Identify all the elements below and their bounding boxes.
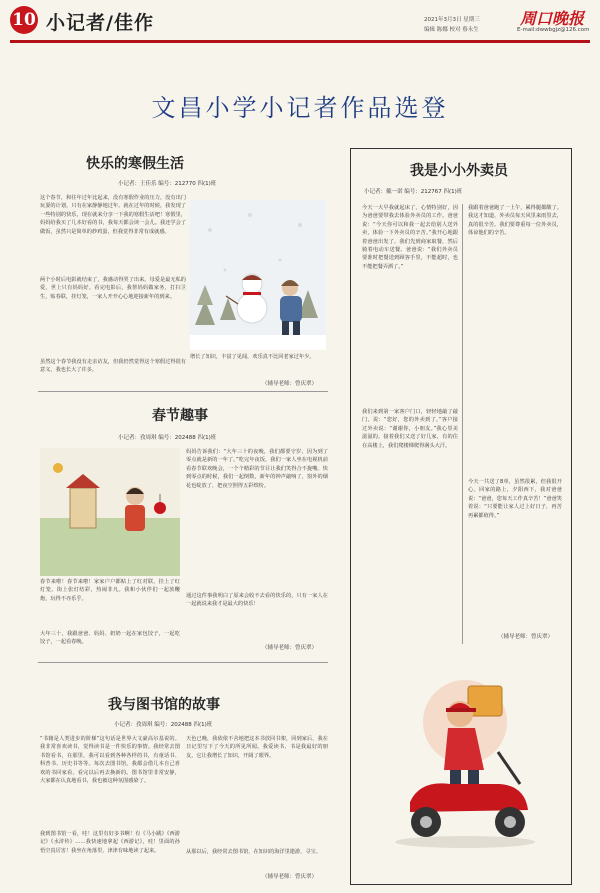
divider-2 — [38, 662, 328, 663]
article-title-4: 我是小小外卖员 — [410, 163, 508, 179]
column-divider — [462, 204, 463, 644]
editor-credits: 编辑 陈娜 校对 蔡永生 — [424, 27, 479, 33]
article-body-4c: 我跟着爸爸跑了一上午，累得腿都酸了。我这才知道，外卖员每天风里来雨里去，真的很辛苦。我们要尊重每一位外卖员，体谅他们的辛苦。 — [468, 205, 562, 237]
article-body-2a: 妈妈告诉我们：“大年三十的夜晚，我们都要守岁，因为到了零点就是新的一年了。”吃完年夜饭，我们一家人坐在电视机前看春节联欢晚会，一个个精彩的节目让我们笑得合不拢嘴。快到零点的时候，我们一起倒数，新年的钟声敲响了，窗外的烟花也绽放了，把夜空照得五彩缤纷。 — [186, 449, 328, 489]
page-number: 10 — [10, 6, 38, 34]
article-title-3: 我与图书馆的故事 — [108, 697, 220, 713]
article-byline-4: 小记者：戴一诺 编号：212767 四(1)班 — [364, 189, 463, 195]
festival-illustration — [40, 448, 180, 576]
article-byline-3: 小记者：孜周琪 编号：202488 四(1)班 — [114, 722, 213, 728]
article-body-1c: 虽然这个春节我没有走亲访友，但我仍然觉得这个寒假过得很有意义，我也长大了许多。 — [40, 359, 186, 374]
article-body-2c: 大年三十，我跟爸爸、妈妈、奶奶一起在家包饺子，一起吃饺子，一起看春晚。 — [40, 631, 180, 646]
article-title-2: 春节趣事 — [152, 408, 208, 424]
article-teacher-1: （辅导老师：曾庆翠） — [262, 381, 318, 387]
article-byline-1: 小记者：王佳乐 编号：212770 四(1)班 — [118, 181, 217, 187]
article-body-4d: 今天一共送了8单，虽然很累，但我很开心。回家的路上，夕阳西下，我对爸爸说：“爸爸，您每天工作真辛苦！”爸爸笑着说：“只要能让家人过上好日子，再苦再累都值得。” — [468, 479, 562, 519]
article-body-3a: “书籍是人类进步的阶梯”这句话是世界大文豪高尔基说的。我非常喜欢读书，觉得读书是一件快乐的事情。我经常去图书馆看书，在那里，我可以看到各种各样的书，有童话书、科普书、历史书等等。每次去图书馆，我都会借几本自己喜欢的书回家看，看完以后再去换新的。图书馆里非常安静，大家都在认真地看书，我也被这种氛围感染了。 — [40, 736, 180, 785]
article-body-4b: 我们来到第一家客户门口，轻轻地敲了敲门，说：“您好，您的外卖到了。”客户接过外卖说：“谢谢你，小朋友。”我心里美滋滋的。接着我们又送了好几家，有的住在高楼上，我们爬楼梯爬得满头大汗。 — [362, 409, 458, 449]
article-body-4a: 今天一大早我就起床了，心情特别好，因为爸爸要带我去体验外卖员的工作。爸爸说：“今天你可以和我一起去给别人送外卖，体验一下外卖员的辛苦。”我开心地跟着爸爸出发了。我们先到商家取餐，然后骑着电动车送餐。爸爸说：“我们外卖员要准时把餐送到顾客手里，不能超时，也不能把餐弄洒了。” — [362, 205, 458, 270]
article-body-2d: 通过这件事我明白了原来会收不去看的快乐的，只有一家人在一起就说来我才是最大的快乐！ — [186, 593, 328, 608]
article-body-3c: 天色已晚，我依依不舍地把这本书放回书架，回到家后，我在日记里写下了今天的所见所闻。我爱读书，书是我最好的朋友，它让我增长了知识，开阔了眼界。 — [186, 736, 328, 759]
issue-date: 2021年3月3日 星期三 — [424, 17, 480, 23]
article-teacher-3: （辅导老师：曾庆翠） — [262, 874, 318, 880]
contact-email: E-mail:dwwbgjz@126.com — [517, 27, 590, 33]
article-title-1: 快乐的寒假生活 — [86, 156, 184, 172]
article-byline-2: 小记者：孜周琪 编号：202488 四(1)班 — [118, 435, 217, 441]
delivery-rider-illustration — [380, 652, 550, 852]
article-body-3b: 我到图书馆一看，哇！这里有好多书啊！有《马小跳》《西游记》《水浒传》……我快速地拿起《西游记》，哇！里面的孙悟空真厉害！我坐在角落里，津津有味地读了起来。 — [40, 831, 180, 854]
section-title: 小记者/佳作 — [46, 12, 154, 34]
article-body-2b: 春节来啦！春节来啦！家家户户都贴上了红对联，挂上了红灯笼，街上张灯结彩，热闹非凡。我和小伙伴们一起放鞭炮，玩得不亦乐乎。 — [40, 579, 180, 602]
article-teacher-2: （辅导老师：曾庆翠） — [262, 645, 318, 651]
article-body-1a: 这个春节，和往年过年比起来，没有寒假作业的压力，没有出门玩耍的计划，只有在家静静地过年。就在过年的时候，我发现了一些特别的快乐，现在就来分享一下我的寒假生活吧！寒假里，妈妈给我买了几本好看的书，我每天都会读一会儿。我还学会了做饭，虽然只是简单的炒鸡蛋，但我觉得非常有成就感。 — [40, 195, 186, 235]
article-caption-1: 增长了知识，丰富了见闻，欢乐真不比回老家过年少。 — [190, 354, 315, 360]
article-body-1b: 两个小时后电影就结束了，我感动得哭了出来。母爱是最无私的爱，世上只有妈妈好。看完电影后，我帮妈妈做家务，打扫卫生，贴春联，挂灯笼，一家人开开心心地迎接新年的到来。 — [40, 277, 186, 300]
snowman-scene-illustration — [190, 200, 326, 350]
main-title: 文昌小学小记者作品选登 — [151, 94, 449, 122]
divider-1 — [38, 391, 328, 392]
article-teacher-4: （辅导老师：曾庆翠） — [498, 634, 554, 640]
header-rule — [10, 40, 590, 43]
article-body-3d: 从那以后，我经常去图书馆，在知识的海洋里遨游，寻宝。 — [186, 849, 321, 855]
newspaper-logo: 周口晚报 — [520, 9, 585, 28]
